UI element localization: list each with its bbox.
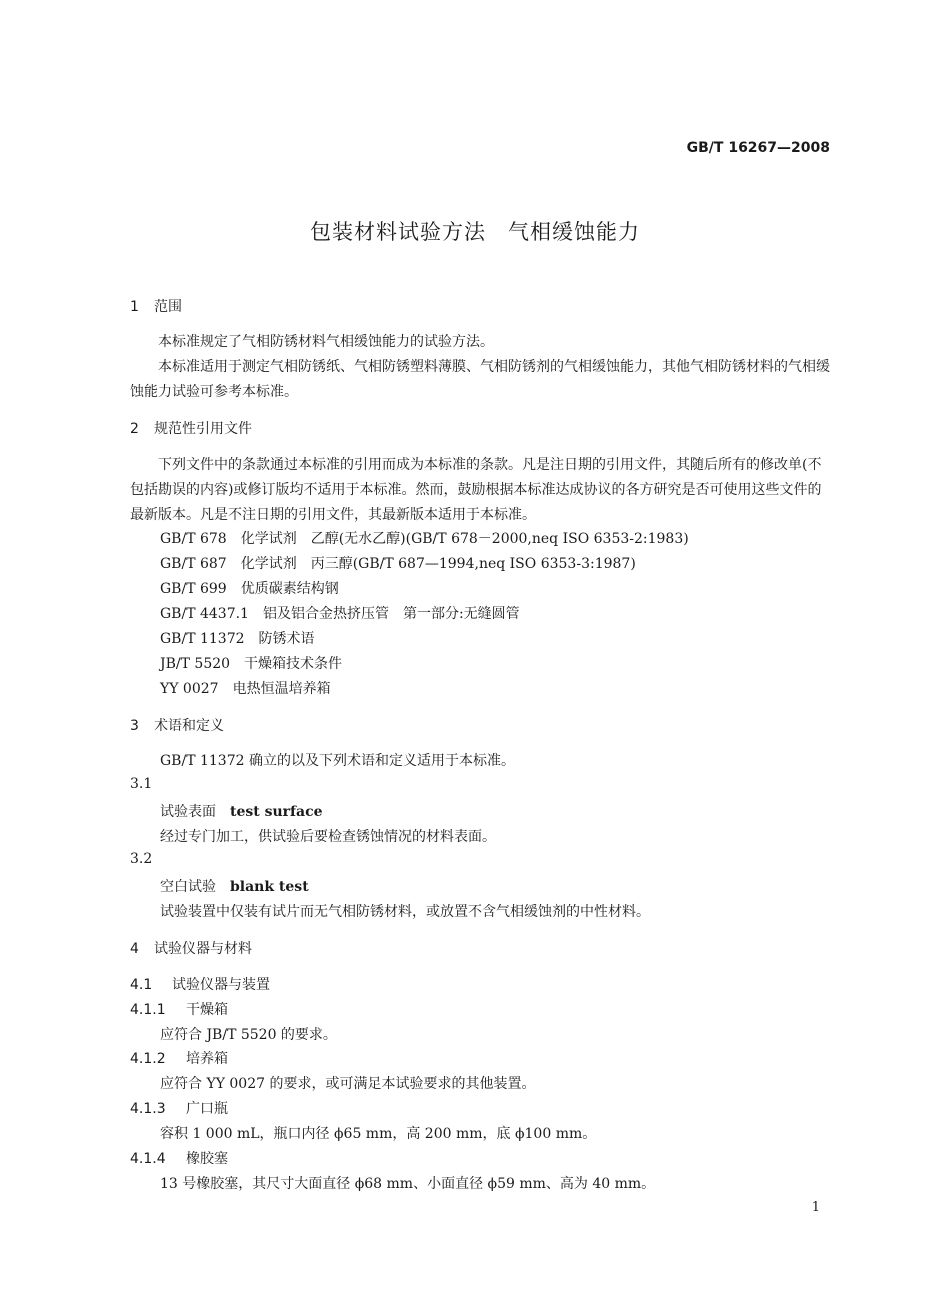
section-3-paragraph-1: GB/T 11372 确立的以及下列术语和定义适用于本标准。 [160, 753, 515, 769]
reference-item [160, 553, 636, 573]
section-3-heading [130, 715, 224, 735]
clause-heading [130, 1098, 228, 1118]
clause-number: 4.1.4 [130, 1151, 166, 1167]
clause-text: 容积 1 000 mL，瓶口内径 ϕ65 mm，高 200 mm，底 ϕ100 mm。 [160, 1126, 597, 1142]
term-english: test surface [230, 804, 323, 820]
document-title: 包装材料试验方法 气相缓蚀能力 [310, 220, 640, 244]
clause-heading [130, 999, 228, 1019]
section-number: 4 [130, 941, 139, 957]
section-title: 范围 [154, 299, 182, 315]
term-heading [160, 876, 309, 896]
term-chinese: 试验表面 [160, 804, 216, 820]
reference-item [160, 603, 520, 623]
term-number: 3.1 [130, 776, 153, 792]
reference-code: GB/T 4437.1 [160, 606, 249, 622]
reference-title: 干燥箱技术条件 [244, 656, 343, 672]
reference-item [160, 678, 331, 698]
subsection-number: 4.1 [130, 977, 153, 993]
reference-code: GB/T 678 [160, 531, 227, 547]
reference-code: JB/T 5520 [160, 656, 231, 672]
section-number: 1 [130, 299, 139, 315]
term-chinese: 空白试验 [160, 879, 216, 895]
section-title: 试验仪器与材料 [154, 941, 252, 957]
term-english: blank test [230, 879, 309, 895]
reference-title: 化学试剂 丙三醇(GB/T 687—1994,neq ISO 6353-3:1987) [240, 556, 636, 572]
clause-title: 广口瓶 [186, 1101, 228, 1117]
subsection-title: 试验仪器与装置 [172, 977, 270, 993]
section-title: 术语和定义 [154, 718, 224, 734]
clause-number: 4.1.3 [130, 1101, 166, 1117]
section-number: 2 [130, 421, 139, 437]
subsection-heading [130, 974, 270, 994]
reference-code: GB/T 699 [160, 581, 227, 597]
clause-title: 干燥箱 [186, 1002, 228, 1018]
reference-code: GB/T 11372 [160, 631, 245, 647]
reference-item [160, 528, 689, 548]
term-heading [160, 801, 323, 821]
standard-code: GB/T 16267—2008 [686, 140, 830, 156]
reference-title: 防锈术语 [258, 631, 315, 647]
clause-number: 4.1.2 [130, 1051, 166, 1067]
clause-heading [130, 1048, 228, 1068]
reference-title: 电热恒温培养箱 [232, 681, 331, 697]
clause-text: 应符合 YY 0027 的要求，或可满足本试验要求的其他装置。 [160, 1076, 536, 1092]
section-title: 规范性引用文件 [154, 421, 252, 437]
reference-item [160, 578, 339, 598]
section-1-heading [130, 296, 182, 316]
term-definition: 试验装置中仅装有试片而无气相防锈材料，或放置不含气相缓蚀剂的中性材料。 [160, 904, 650, 920]
section-1-paragraph-2: 本标准适用于测定气相防锈纸、气相防锈塑料薄膜、气相防锈剂的气相缓蚀能力，其他气相防锈材料的气相缓蚀能力试验可参考本标准。 [130, 359, 830, 400]
clause-title: 培养箱 [186, 1051, 228, 1067]
reference-title: 优质碳素结构钢 [240, 581, 339, 597]
section-4-heading [130, 938, 252, 958]
clause-title: 橡胶塞 [186, 1151, 228, 1167]
section-number: 3 [130, 718, 139, 734]
term-number: 3.2 [130, 851, 153, 867]
page-number: 1 [811, 1200, 820, 1215]
reference-title: 化学试剂 乙醇(无水乙醇)(GB/T 678－2000,neq ISO 6353-2:1983) [240, 531, 689, 547]
reference-code: YY 0027 [160, 681, 219, 697]
section-2-heading [130, 418, 252, 438]
clause-text: 13 号橡胶塞，其尺寸大面直径 ϕ68 mm、小面直径 ϕ59 mm、高为 40 mm。 [160, 1176, 656, 1192]
clause-heading [130, 1148, 228, 1168]
reference-item [160, 628, 315, 648]
clause-text: 应符合 JB/T 5520 的要求。 [160, 1027, 337, 1043]
term-definition: 经过专门加工，供试验后要检查锈蚀情况的材料表面。 [160, 829, 496, 845]
section-2-paragraph-1: 下列文件中的条款通过本标准的引用而成为本标准的条款。凡是注日期的引用文件，其随后所有的修改单(不包括勘误的内容)或修订版均不适用于本标准。然而，鼓励根据本标准达成协议的各方研究是否可使用这些文件的最新版本。凡是不注日期的引用文件，其最新版本适用于本标准。 [130, 457, 822, 523]
section-1-paragraph-1: 本标准规定了气相防锈材料气相缓蚀能力的试验方法。 [158, 334, 494, 350]
reference-item [160, 653, 342, 673]
reference-title: 铝及铝合金热挤压管 第一部分:无缝圆管 [262, 606, 520, 622]
clause-number: 4.1.1 [130, 1002, 166, 1018]
reference-code: GB/T 687 [160, 556, 227, 572]
